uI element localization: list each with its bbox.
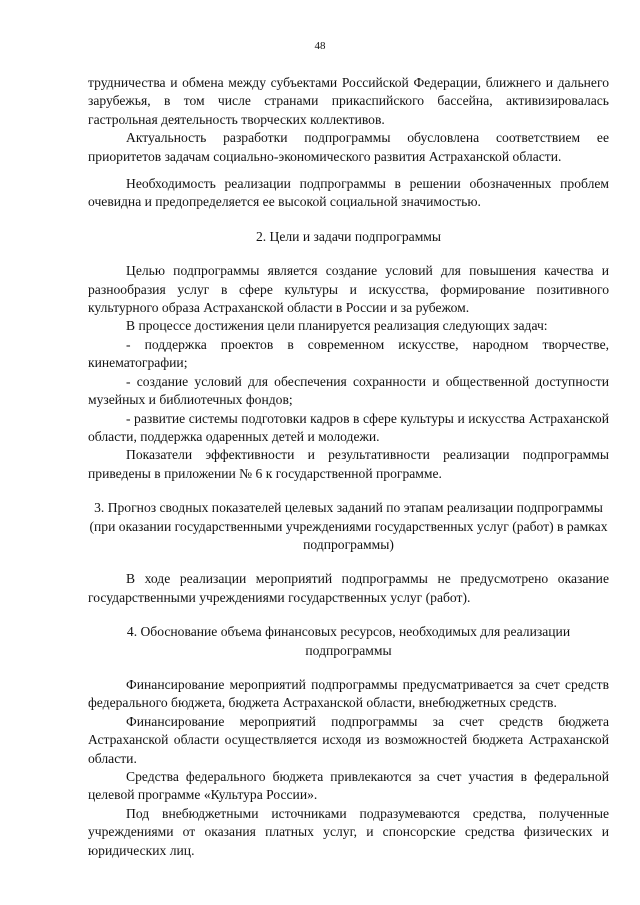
section-4-financing: Финансирование мероприятий подпрограммы предусматривается за счет средств федерального бюджета, бюджета Астраханской области, внебюджетных средств.	[88, 676, 609, 711]
section-3-heading: 3. Прогноз сводных показателей целевых заданий по этапам реализации подпрограммы (при оказании государственными учреждениями государственных услуг (работ) в рамках подпрограммы)	[89, 500, 608, 552]
section-4-federal-budget: Средства федерального бюджета привлекаются за счет участия в федеральной целевой программе «Культура России».	[88, 769, 609, 803]
section-2-goal: Целью подпрограммы является создание условий для повышения качества и разнообразия услуг в сфере культуры и искусства, формирование позитивного культурного образа Астраханской области в России и за рубежом.	[88, 263, 609, 316]
section-2-indicators: Показатели эффективности и результативности реализации подпрограммы приведены в приложении № 6 к государственной программе.	[88, 447, 609, 481]
section-4-heading: 4. Обоснование объема финансовых ресурсов, необходимых для реализации подпрограммы	[126, 624, 571, 658]
page-number: 48	[314, 40, 326, 52]
section-2-tasks-intro: В процессе достижения цели планируется реализация следующих задач:	[126, 318, 548, 334]
section-2-task-3: - развитие системы подготовки кадров в сфере культуры и искусства Астраханской области, поддержка одаренных детей и молодежи.	[88, 410, 609, 444]
paragraph-relevance: Актуальность разработки подпрограммы обусловлена соответствием ее приоритетов задачам социально-экономического развития Астраханской области.	[88, 130, 609, 164]
section-2-task-1: - поддержка проектов в современном искусстве, народном творчестве, кинематографии;	[88, 336, 609, 371]
document-body	[88, 74, 609, 860]
section-2-task-2: - создание условий для обеспечения сохранности и общественной доступности музейных и библиотечных фондов;	[88, 373, 609, 408]
paragraph-necessity: Необходимость реализации подпрограммы в решении обозначенных проблем очевидна и предопределяется ее высокой социальной значимостью.	[88, 176, 609, 210]
section-4-extrabudgetary: Под внебюджетными источниками подразумеваются средства, полученные учреждениями от оказания платных услуг, и спонсорские средства физических и юридических лиц.	[88, 805, 609, 858]
section-4-regional-budget: Финансирование мероприятий подпрограммы за счет средств бюджета Астраханской области осуществляется исходя из возможностей бюджета Астраханской области.	[88, 713, 609, 766]
section-3-text: В ходе реализации мероприятий подпрограммы не предусмотрено оказание государственными учреждениями государственных услуг (работ).	[88, 571, 609, 605]
paragraph-continuation: трудничества и обмена между субъектами Российской Федерации, ближнего и дальнего зарубежья, в том числе странами прикаспийского бассейна, активизировалась гастрольная деятельность творческих коллективов.	[88, 75, 609, 127]
section-2-heading: 2. Цели и задачи подпрограммы	[255, 228, 442, 244]
